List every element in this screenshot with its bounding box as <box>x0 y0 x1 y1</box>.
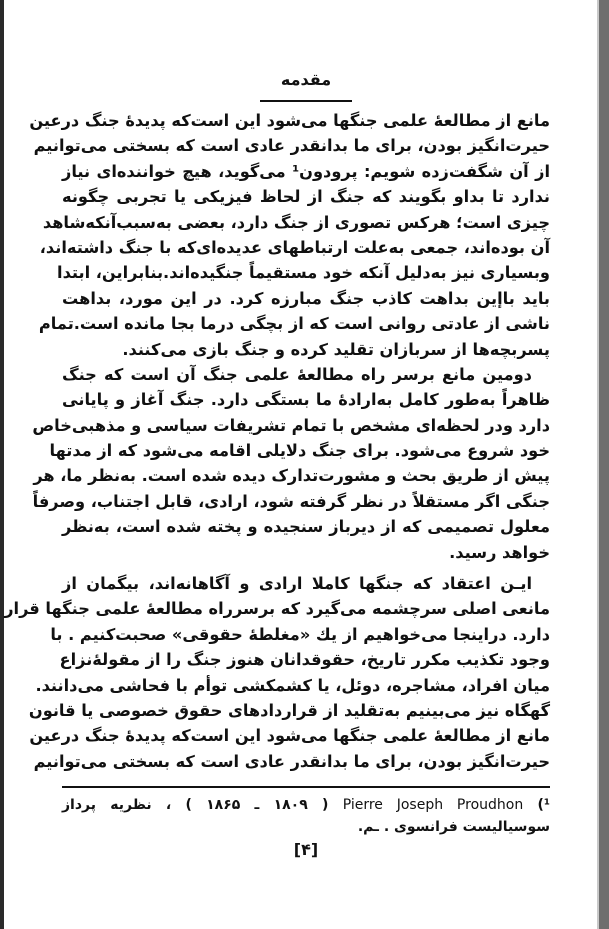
text-line: ایـن اعتقاد که جنگها کاملا ارادی و آگاهانه‌اند، بیگمان از <box>62 574 532 594</box>
text-line: چیزی است؛ هرکس تصوری از جنگ دارد، بعضی به‌سبب‌آنکه‌شاهد <box>42 212 550 232</box>
text-line: دومین مانع برسر راه مطالعۀ علمی جنگ آن است که جنگ <box>62 364 532 384</box>
text-line: باید باإین بداهت کاذب جنگ مبارزه کرد. در این مورد، بداهت <box>62 288 550 308</box>
text-line: پیش از طریق بحث و مشورت‌تدارک دیده شده است. به‌نظر ما، هر <box>33 466 550 486</box>
footnote <box>62 794 550 838</box>
footnote-description-2: سوسیالیست فرانسوی . ـم. <box>357 819 550 836</box>
text-line: جنگی اگر مستقلاً در نظر گرفته شود، ارادی، قابل اجتناب، وصرفاً <box>32 491 550 511</box>
footnote-rule <box>62 786 550 788</box>
text-line: حیرت‌انگیز بودن، برای ما بدانقدر عادی است که بسختی می‌توانیم <box>33 751 550 771</box>
footnote-line <box>62 816 550 838</box>
paragraph-2 <box>32 362 550 565</box>
text-line: معلول تصمیمی که از دیرباز سنجیده و پخته شده است، به‌نظر <box>62 517 550 537</box>
text-line: مانعی اصلی سرچشمه می‌گیرد که برسرراه مطالعۀ علمی جنگها قرار <box>4 599 550 619</box>
page-number: [۴] <box>293 840 319 859</box>
text-line: حیرت‌انگیز بودن، برای ما بدانقدر عادی است که بسختی می‌توانیم <box>33 136 550 156</box>
text-line: پسربچه‌ها از سربازان تقلید کرده و جنگ بازی می‌کنند. <box>122 339 550 359</box>
text-line: دارد. دراینجا می‌خواهیم از یك «مغلطۀ حقوقی» صحبت‌کنیم . با <box>50 624 550 644</box>
page-header: مقدمه <box>280 70 332 89</box>
footnote-description-1: ، نظریه پرداز <box>62 797 172 814</box>
paragraph-1 <box>29 108 550 362</box>
text-line: مانع از مطالعۀ علمی جنگها می‌شود این است‌که پدیدۀ جنگ درعین <box>29 726 550 746</box>
footnote-name-latin: Pierre Joseph Proudhon <box>342 797 524 814</box>
text-line: خواهد رسید. <box>449 542 550 562</box>
text-line: ظاهراً به‌طور کامل به‌ارادۀ ما بستگی دارد. جنگ آغاز و پایانی <box>62 390 550 410</box>
footnote-years: ( ۱۸۰۹ ـ ۱۸۶۵ ) <box>185 797 329 814</box>
text-line: از آن شگفت‌زده شویم: پرودون¹ می‌گوید، هیچ خواننده‌ای نیاز <box>62 161 550 181</box>
text-line: میان افراد، مشاجره، دوئل، یا کشمکشی توأم با فحاشی می‌دانند. <box>35 675 550 695</box>
footnote-marker: ¹) <box>537 797 551 814</box>
text-line: وبسیاری نیز به‌دلیل آنکه خود مستقیماً جنگیده‌اند.بنابراین، ابتدا <box>57 263 550 283</box>
footnote-line <box>62 794 550 816</box>
paragraph-3 <box>4 571 550 774</box>
book-page <box>4 70 551 870</box>
text-line: ندارد تا بداو بگویند که جنگ از لحاظ فیزیکی یا تجربی چگونه <box>62 187 550 207</box>
text-line: خود شروع می‌شود. برای جنگ دلایلی اقامه می‌شود که از مدتها <box>49 441 550 461</box>
page-body <box>4 108 550 774</box>
text-line: گهگاه نیز می‌بینیم به‌تقلید از قراردادهای حقوق خصوصی یا قانون <box>28 700 550 720</box>
text-line: آن بوده‌اند، جمعی به‌علت ارتباطهای عدیده‌ای‌که با جنگ داشته‌اند، <box>39 237 550 257</box>
header-rule <box>260 100 352 102</box>
scan-left-border <box>0 0 4 929</box>
text-line: دارد ودر لحظه‌ای مشخص با تمام تشریفات سیاسی و مذهبی‌خاص <box>32 415 550 435</box>
text-line: وجود تکذیب مکرر تاریخ، حقوقدانان هنوز جنگ را از مقولۀنزاع <box>59 650 550 670</box>
scan-right-border <box>599 0 609 929</box>
text-line: ناشی از عادتی روانی است که از بچگی درما بجا مانده است.تمام <box>38 314 550 334</box>
text-line: مانع از مطالعۀ علمی جنگها می‌شود این است‌که پدیدۀ جنگ درعین <box>29 111 550 130</box>
